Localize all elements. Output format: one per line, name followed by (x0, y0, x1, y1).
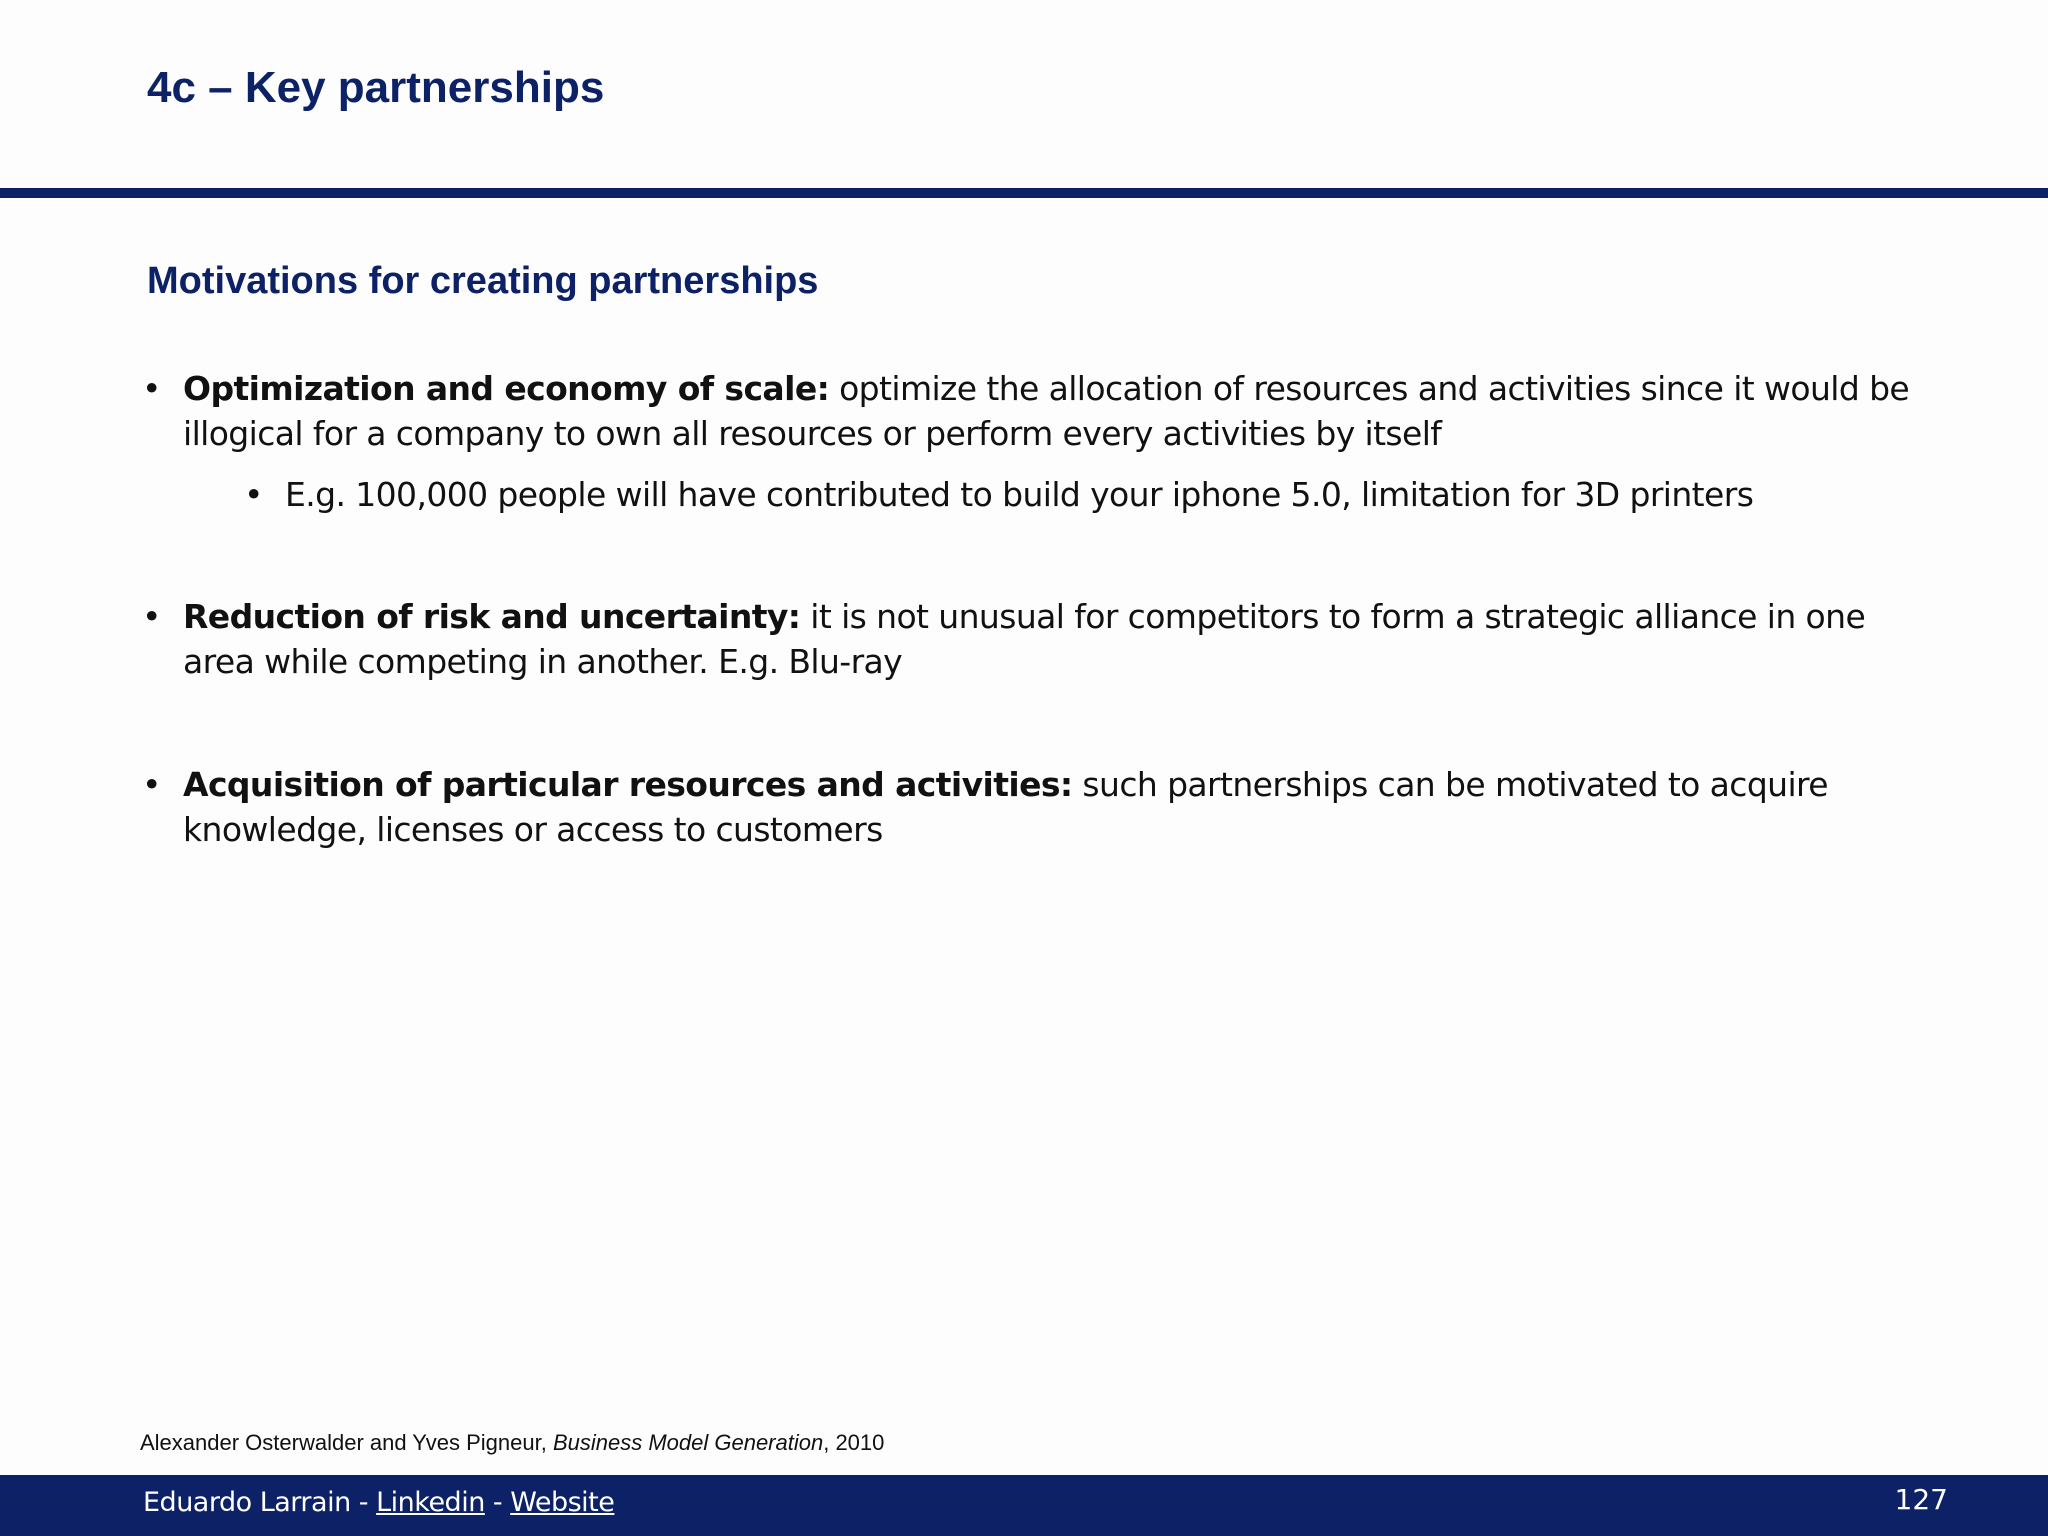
bullet-marker: • (244, 475, 263, 514)
bullet-item-optimization (142, 366, 1923, 456)
citation-authors: Alexander Osterwalder and Yves Pigneur, (140, 1430, 553, 1455)
footer-bar (0, 1475, 2048, 1536)
website-link[interactable]: Website (510, 1487, 615, 1518)
bullet-item-acquisition (142, 762, 1923, 852)
footer-author: Eduardo Larrain - (143, 1487, 377, 1518)
bullet-text: such partnerships can be motivated to acquire knowledge, licenses or access to customers (183, 765, 1828, 849)
bullet-text: it is not unusual for competitors to form a strategic alliance in one area while competing in another. E.g. Blu-ray (183, 597, 1866, 681)
bullet-text: optimize the allocation of resources and activities since it would be illogical for a company to own all resources or perform every activities by itself (183, 369, 1910, 453)
bullet-heading: Reduction of risk and uncertainty: (183, 597, 801, 636)
bullet-heading: Acquisition of particular resources and activities: (183, 765, 1073, 804)
source-citation (140, 1430, 884, 1456)
citation-book-title: Business Model Generation (552, 1430, 824, 1455)
page-number: 127 (1894, 1483, 1948, 1516)
bullet-heading: Optimization and economy of scale: (183, 369, 830, 408)
slide-title: 4c – Key partnerships (147, 63, 605, 112)
bullet-marker: • (142, 369, 161, 408)
footer-separator: - (484, 1487, 511, 1518)
bullet-marker: • (142, 597, 161, 636)
linkedin-link[interactable]: Linkedin (376, 1487, 485, 1518)
footer-credits (143, 1487, 614, 1518)
citation-year: , 2010 (823, 1430, 885, 1455)
title-divider (0, 188, 2048, 198)
sub-bullet-item-iphone (244, 472, 1925, 517)
sub-bullet-text: E.g. 100,000 people will have contributed to build your iphone 5.0, limitation for 3D printers (285, 475, 1754, 514)
bullet-item-risk-reduction (142, 594, 1923, 684)
slide-subtitle: Motivations for creating partnerships (147, 260, 819, 302)
bullet-marker: • (142, 765, 161, 804)
